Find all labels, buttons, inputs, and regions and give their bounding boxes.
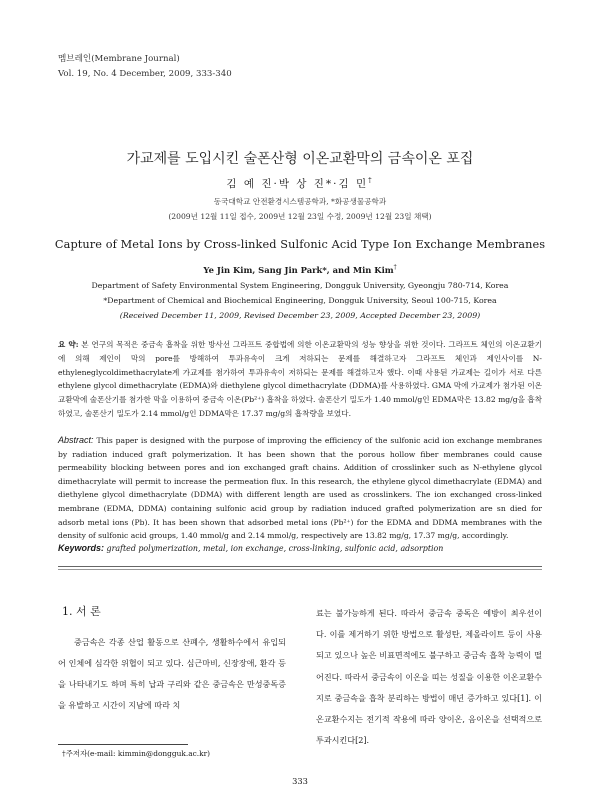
keywords-label: Keywords: bbox=[58, 543, 105, 553]
journal-header bbox=[58, 52, 232, 82]
keywords-text: grafted polymerization, metal, ion exchange, cross-linking, sulfonic acid, adsorption bbox=[106, 544, 444, 553]
english-affiliation bbox=[0, 278, 600, 323]
english-abstract-text: This paper is designed with the purpose of improving the efficiency of the sulfonic acid ion exchange membranes by radiation induced graft polymerization. It has been shown that the porous hollow fiber membranes could cause permeability blocking between pores and ion exchanged graft chains. Addition of crosslinker such as N-ethylene glycol dimethacrylate will permit to increase the permeation flux. In this research, the ethylene glycol dimethacrylate (EDMA) and diethylene glycol dimethacrylate (DDMA) with different length are used as crosslinkers. The ion exchanged cross-linked membrane (EDMA, DDMA) containing sulfonic acid group by radiation induced grafted polymerization are sn died for adsorb metal ions (Pb). It has been shown that adsorbed metal ions (Pb²⁺) for the EDMA and DDMA membranes with the density of sulfonic acid groups, 1.40 mmol/g and 2.14 mmol/g, respectively are 13.82 mg/g, 17.37 mg/g, accordingly. bbox=[58, 436, 542, 541]
english-affiliation-2: *Department of Chemical and Biochemical Engineering, Dongguk University, Seoul 100-715, Korea bbox=[103, 296, 497, 305]
section-title: 1. 서 론 bbox=[62, 605, 101, 618]
footnote-rule bbox=[58, 744, 188, 745]
footnote: †주저자(e-mail: kimmin@dongguk.ac.kr) bbox=[62, 749, 211, 758]
english-abstract-label: Abstract: bbox=[58, 435, 94, 445]
english-affiliation-1: Department of Safety Environmental System Engineering, Dongguk University, Gyeongju 780-714, Korea bbox=[91, 281, 509, 290]
section-divider-thin bbox=[58, 569, 542, 570]
korean-author-names: 김 예 진·박 상 진*·김 민 bbox=[226, 178, 369, 190]
korean-title: 가교제를 도입시킨 술폰산형 이온교환막의 금속이온 포집 bbox=[126, 151, 474, 167]
korean-received: (2009년 12월 11일 접수, 2009년 12월 23일 수정, 2009년 12월 23일 채택) bbox=[168, 212, 432, 221]
korean-abstract bbox=[58, 338, 542, 421]
english-author-names: Ye Jin Kim, Sang Jin Park*, and Min Kim bbox=[203, 264, 394, 275]
body-column-left: 중금속은 각종 산업 활동으로 산폐수, 생활하수에서 유입되어 인체에 심각한 위협이 되고 있다. 심근마비, 신장장애, 환각 등을 나타내기도 하며 특히 납과 구리와 같은 중금속은 만성중독증을 유발하고 시간이 지남에 따라 치 bbox=[58, 637, 286, 710]
english-author-mark: † bbox=[393, 264, 397, 271]
section-divider bbox=[58, 566, 542, 567]
keywords bbox=[58, 543, 542, 553]
body-column-right: 료는 불가능하게 된다. 따라서 중금속 중독은 예방이 최우선이다. 이를 제거하기 위한 방법으로 활성탄, 제올라이트 등이 사용되고 있으나 높은 비표면적에도 불구하고 중금속 흡착 능력이 떨어진다. 따라서 중금속이 이온을 띠는 성질을 이용한 이온교환수지로 중금속을 흡착 분리하는 방법이 매년 증가하고 있다[1]. 이온교환수지는 전기적 작용에 따라 양이온, 음이온을 선택적으로 투과시킨다[2]. bbox=[316, 608, 542, 746]
korean-affiliation-line: 동국대학교 안전환경시스템공학과, *화공생물공학과 bbox=[213, 197, 387, 206]
english-authors bbox=[0, 264, 600, 275]
korean-abstract-text: 본 연구의 목적은 중금속 흡착을 위한 방사선 그라프트 중합법에 의한 이온교환막의 성능 향상을 위한 것이다. 그라프트 체인의 이온교환기에 의해 제인이 막의 pore를 방해하여 투과유속이 크게 저하되는 문제를 해결하고자 그라프트 체인과 제인사이를 N-ethyleneglycoldimethacrylate계 가교제를 첨가하여 투과유속이 저하되는 문제를 해결하고자 했다. 이때 사용된 가교제는 길이가 서로 다른 ethylene glycol dimethacrylate (EDMA)와 diethylene glycol dimethacrylate (DDMA)를 사용하였다. GMA 막에 가교제가 첨가된 이온교환막에 술폰산기를 첨가한 막을 이용하여 중금속 이온(Pb²⁺) 흡착을 하였다. 술폰산기 밀도가 1.40 mmol/g인 EDMA막은 13.82 mg/g을 흡착하였고, 술폰산기 밀도가 2.14 mmol/g인 DDMA막은 17.37 mg/g의 흡착량을 보였다. bbox=[58, 340, 542, 418]
english-title: Capture of Metal Ions by Cross-linked Sulfonic Acid Type Ion Exchange Membranes bbox=[54, 238, 546, 251]
journal-issue: Vol. 19, No. 4 December, 2009, 333-340 bbox=[58, 69, 232, 79]
korean-abstract-label: 요 약: bbox=[58, 340, 79, 349]
korean-affiliation bbox=[0, 194, 600, 224]
page-number: 333 bbox=[292, 776, 308, 786]
korean-authors bbox=[0, 176, 600, 191]
english-dates: (Received December 11, 2009, Revised December 23, 2009, Accepted December 23, 2009) bbox=[119, 311, 481, 320]
korean-author-mark: † bbox=[368, 176, 374, 185]
journal-name: 멤브레인(Membrane Journal) bbox=[58, 54, 180, 64]
english-abstract bbox=[58, 434, 542, 543]
